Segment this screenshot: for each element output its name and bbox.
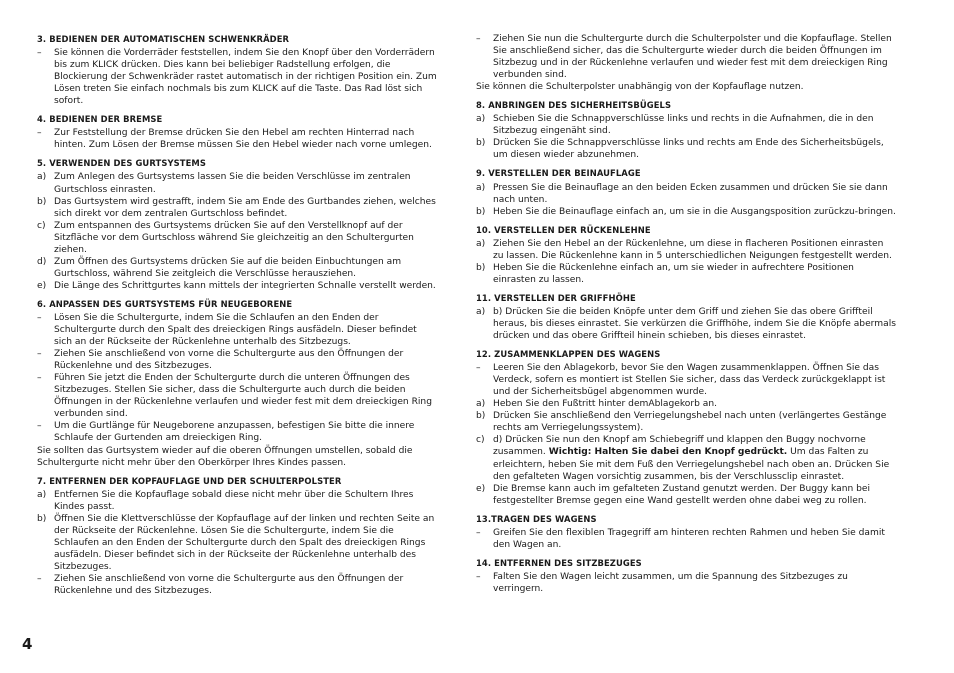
right-column <box>476 33 896 595</box>
list-marker: a) <box>476 306 486 317</box>
list-item-text: Heben Sie die Rückenlehne einfach an, um sie wieder in aufrechtere Positionen einrasten zu lassen. <box>493 262 854 285</box>
list-item-text: Um die Gurtlänge für Neugeborene anzupassen, befestigen Sie bitte die innere Schlaufe der Gurtenden am dreieckigen Ring. <box>54 421 415 444</box>
list-item <box>476 137 896 161</box>
list-item <box>37 127 437 151</box>
list-item-text: Ziehen Sie anschließend von vorne die Schultergurte aus den Öffnungen der Rückenlehne und des Sitzbezuges. <box>54 349 404 372</box>
list-item <box>37 420 437 444</box>
list-item-text: d) Drücken Sie nun den Knopf am Schiebegriff und klappen den Buggy nochvorne zusammen. Wichtig: Halten Sie dabei den Knopf gedrückt. Um das Falten zu erleichtern, heben Sie mit dem Fuß den Verriegelungshebel nach oben an. Drücken Sie den gefalteten Wagen vorsichtig zusammen, bis der Verschlussclip einrastet. <box>493 435 890 482</box>
list-item-text: Ziehen Sie nun die Schultergurte durch die Schulterpolster und die Kopfauflage. Stellen Sie anschließend sicher, das die Schultergurte wieder durch die beiden Öffnungen im Sitzbezug und in der Rückenlehne verlaufen und wieder fest mit dem dreieckigen Ring verbunden sind. <box>493 34 892 81</box>
list-item-text: Ziehen Sie den Hebel an der Rückenlehne, um diese in flacheren Positionen einrasten zu lassen. Die Rückenlehne kann in 5 unterschiedlichen Neigungen festgestellt werden. <box>493 238 892 261</box>
list-item-text: Die Länge des Schrittgurtes kann mittels der integrierten Schnalle verstellt werden. <box>54 280 436 291</box>
list-item-text: Zum Öffnen des Gurtsystems drücken Sie auf die beiden Einbuchtungen am Gurtschloss, während Sie zeitgleich die Verschlüsse herausziehen. <box>54 256 402 279</box>
left-column <box>37 33 437 597</box>
list-marker: b) <box>37 513 47 524</box>
list-item <box>476 306 896 342</box>
list-marker: b) <box>476 206 486 217</box>
list-marker: b) <box>476 411 486 422</box>
list-marker: b) <box>476 138 486 149</box>
list-marker: – <box>37 373 42 384</box>
list-marker: – <box>476 34 481 44</box>
list-item <box>37 573 437 597</box>
list-item <box>476 113 896 137</box>
list-item <box>476 238 896 262</box>
list-item <box>37 348 437 372</box>
paragraph: Sie können die Schulterpolster unabhängig von der Kopfauflage nutzen. <box>476 82 804 93</box>
list-item <box>476 571 896 595</box>
list-marker: c) <box>37 220 46 231</box>
list-marker: – <box>476 571 481 582</box>
list-item-text: Öffnen Sie die Klettverschlüsse der Kopfauflage auf der linken und rechten Seite an der Rückseite der Rückenlehne. Lösen Sie die Schultergurte, indem Sie die Schlaufen an den Enden der Schultergurte durch den Spalt des dreieckigen Rings ausfädeln. Dieser befindet sich in der Rückseite der Rückenlehne unterhalb des Sitzbezuges. <box>54 513 435 572</box>
list-marker: a) <box>476 114 486 125</box>
list-item <box>476 434 896 482</box>
list-item <box>476 362 896 398</box>
list-item <box>37 47 437 107</box>
list-item-text: Heben Sie die Beinauflage einfach an, um sie in die Ausgangsposition zurückzu-bringen. <box>493 206 896 217</box>
list-item <box>37 196 437 220</box>
list-item-text: b) Drücken Sie die beiden Knöpfe unter dem Griff und ziehen Sie das obere Griffteil heraus, bis dieses einrastet. Sie verkürzen die Griffhöhe, indem Sie die Knöpfe abermals drücken und das obere Griffteil hinein schieben, bis dieses einrastet. <box>493 306 896 342</box>
section-heading: 10. VERSTELLEN DER RÜCKENLEHNE <box>476 224 651 235</box>
list-marker: e) <box>37 280 47 291</box>
list-item <box>476 483 896 507</box>
list-marker: – <box>37 48 42 59</box>
list-item-text: Führen Sie jetzt die Enden der Schultergurte durch die unteren Öffnungen des Sitzbezuges. Stellen Sie sicher, dass die Schultergurte auch durch die beiden Öffnungen in der Rückenlehne verlaufen und wieder fest mit dem dreieckigen Ring verbunden sind. <box>54 373 432 420</box>
section-heading: 4. BEDIENEN DER BREMSE <box>37 114 163 125</box>
list-item <box>476 262 896 286</box>
list-item <box>37 256 437 280</box>
list-item-text: Heben Sie den Fußtritt hinter demAblagekorb an. <box>493 399 717 410</box>
list-item-text: Sie können die Vorderräder feststellen, indem Sie den Knopf über den Vorderrädern bis zum KLICK drücken. Dies kann bei beliebiger Radstellung erfolgen, die Blockierung der Schwenkräder rastet automatisch in der richtigen Position ein. Zum Lösen treten Sie einfach nochmals bis zum KLICK auf die Taste. Das Rad löst sich sofort. <box>54 48 437 107</box>
list-item <box>476 33 896 81</box>
list-marker: – <box>37 128 42 139</box>
list-item-text: Drücken Sie die Schnappverschlüsse links und rechts am Ende des Sicherheitsbügels, um diesen wieder abzunehmen. <box>493 138 884 161</box>
list-item-text: Drücken Sie anschließend den Verriegelungshebel nach unten (verlängertes Gestänge rechts am Verriegelungssystem). <box>493 411 887 434</box>
list-item-text: Entfernen Sie die Kopfauflage sobald diese nicht mehr über die Schultern Ihres Kindes passt. <box>54 489 414 512</box>
section-heading: 13.TRAGEN DES WAGENS <box>476 513 597 524</box>
list-marker: – <box>37 421 42 432</box>
list-marker: – <box>476 363 481 374</box>
list-item-text: Leeren Sie den Ablagekorb, bevor Sie den Wagen zusammenklappen. Öffnen Sie das Verdeck, sofern es montiert ist Stellen Sie sicher, dass das Verdeck zurückgeklappt ist und der Sicherheitsbügel abgenommen wurde. <box>493 363 886 398</box>
list-marker: d) <box>37 256 47 267</box>
list-marker: – <box>37 349 42 360</box>
list-marker: a) <box>476 238 486 249</box>
list-item <box>37 280 437 292</box>
list-item <box>476 527 896 551</box>
list-item <box>476 182 896 206</box>
list-item-text: Das Gurtsystem wird gestrafft, indem Sie am Ende des Gurtbandes ziehen, welches sich direkt vor dem zentralen Gurtschloss befindet. <box>54 196 436 219</box>
list-item <box>37 372 437 420</box>
list-item-text: Schieben Sie die Schnappverschlüsse links und rechts in die Aufnahmen, die in den Sitzbezug eingenäht sind. <box>493 114 874 137</box>
list-item <box>476 398 896 410</box>
list-item-text: Ziehen Sie anschließend von vorne die Schultergurte aus den Öffnungen der Rückenlehne und des Sitzbezuges. <box>54 573 404 597</box>
section-heading: 9. VERSTELLEN DER BEINAUFLAGE <box>476 168 641 179</box>
list-marker: a) <box>476 182 486 193</box>
list-item <box>37 513 437 573</box>
list-marker: – <box>37 312 42 323</box>
list-item-text: Greifen Sie den flexiblen Tragegriff am hinteren rechten Rahmen und heben Sie damit den Wagen an. <box>493 527 885 550</box>
list-item <box>37 489 437 513</box>
list-item-text: Zum Anlegen des Gurtsystems lassen Sie die beiden Verschlüsse im zentralen Gurtschloss einrasten. <box>54 172 411 195</box>
section-heading: 6. ANPASSEN DES GURTSYSTEMS FÜR NEUGEBORENE <box>37 298 293 309</box>
list-marker: b) <box>476 262 486 273</box>
list-item <box>37 171 437 195</box>
page-number: 4 <box>22 635 33 653</box>
section-heading: 7. ENTFERNEN DER KOPFAUFLAGE UND DER SCHULTERPOLSTER <box>37 475 342 486</box>
important-note: Wichtig: Halten Sie dabei den Knopf gedrückt. <box>548 447 788 458</box>
list-marker: e) <box>476 483 486 494</box>
list-item-text: Falten Sie den Wagen leicht zusammen, um die Spannung des Sitzbezuges zu verringern. <box>493 571 848 594</box>
list-item-text: Lösen Sie die Schultergurte, indem Sie die Schlaufen an den Enden der Schultergurte durch den Spalt des dreieckigen Rings ausfädeln. Dieser befindet sich an der Rückseite der Rückenlehne unterhalb des Sitzbezugs. <box>54 312 417 348</box>
list-item-text: Zur Feststellung der Bremse drücken Sie den Hebel am rechten Hinterrad nach hinten. Zum Lösen der Bremse müssen Sie den Hebel wieder nach vorne umlegen. <box>54 128 432 151</box>
list-item-text: Die Bremse kann auch im gefalteten Zustand genutzt werden. Der Buggy kann bei festgestellter Bremse gegen eine Wand gestellt werden ohne dabei weg zu rollen. <box>493 483 871 506</box>
list-item <box>37 220 437 256</box>
list-marker: – <box>476 527 481 538</box>
list-marker: a) <box>37 172 47 183</box>
list-item <box>37 312 437 348</box>
list-marker: a) <box>37 489 47 500</box>
section-heading: 12. ZUSAMMENKLAPPEN DES WAGENS <box>476 349 661 360</box>
section-heading: 8. ANBRINGEN DES SICHERHEITSBÜGELS <box>476 100 672 111</box>
section-heading: 14. ENTFERNEN DES SITZBEZUGES <box>476 557 642 568</box>
list-item-text: Pressen Sie die Beinauflage an den beiden Ecken zusammen und drücken Sie sie dann nach unten. <box>493 182 888 205</box>
section-heading: 3. BEDIENEN DER AUTOMATISCHEN SCHWENKRÄDER <box>37 34 290 44</box>
list-marker: – <box>37 573 42 584</box>
list-item <box>476 206 896 218</box>
section-heading: 5. VERWENDEN DES GURTSYSTEMS <box>37 158 206 169</box>
list-marker: c) <box>476 435 485 446</box>
list-marker: a) <box>476 399 486 410</box>
paragraph: Sie sollten das Gurtsystem wieder auf die oberen Öffnungen umstellen, sobald die Schultergurte nicht mehr über den Oberkörper Ihres Kindes passen. <box>37 445 413 468</box>
list-item <box>476 410 896 434</box>
list-item-text: Zum entspannen des Gurtsystems drücken Sie auf den Verstellknopf auf der Sitzfläche vor dem Gurtschloss während Sie gleichzeitig an den Schultergurten ziehen. <box>54 220 414 255</box>
list-marker: b) <box>37 196 47 207</box>
section-heading: 11. VERSTELLEN DER GRIFFHÖHE <box>476 292 636 303</box>
